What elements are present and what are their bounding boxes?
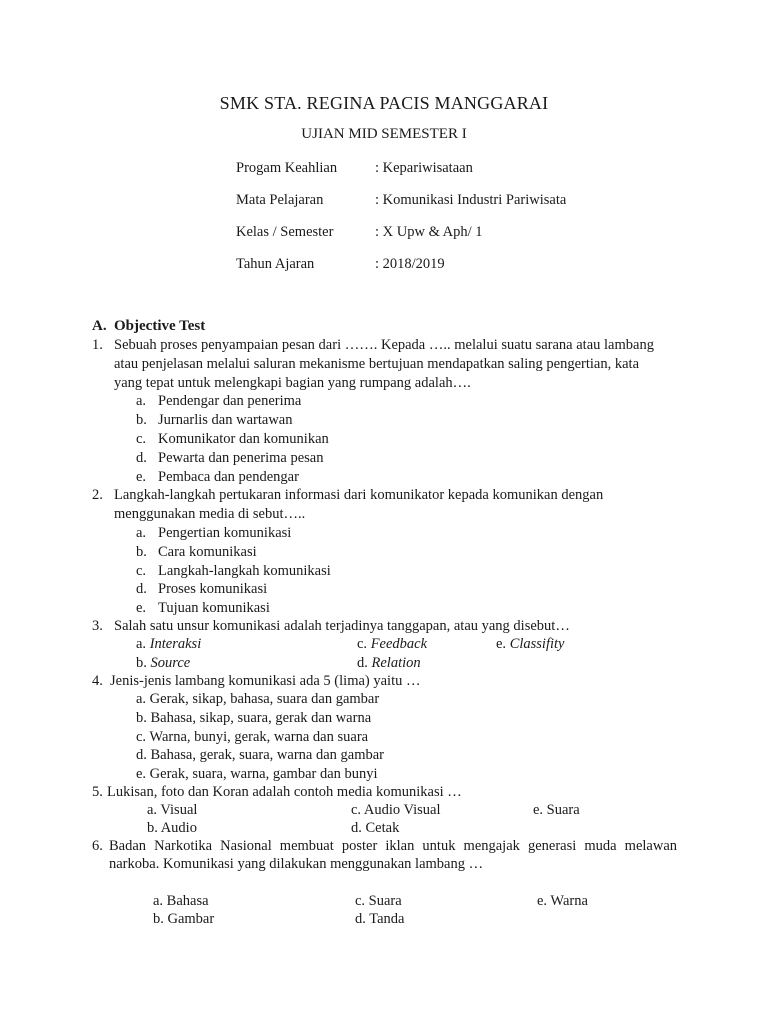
option-letter: c. [136,431,147,447]
option-item [496,636,564,653]
question-text-line: narkoba. Komunikasi yang dilakukan menggunakan lambang … [109,856,484,872]
option-letter: e. [136,469,147,485]
option-item: d. Tanda [355,911,405,927]
option-item: e. Gerak, suara, warna, gambar dan bunyi [136,766,378,782]
section-letter: A. [92,318,107,334]
option-letter: c. [357,636,368,652]
info-value-class: : X Upw & Aph/ 1 [375,224,483,240]
question-text-line: Badan Narkotika Nasional membuat poster iklan untuk mengajak generasi muda melawan [109,838,677,854]
option-item [136,600,270,617]
option-letter: b. [136,412,147,428]
option-item [136,469,299,486]
exam-title: UJIAN MID SEMESTER I [301,126,467,142]
option-item: c. Suara [355,893,402,909]
option-item [357,655,421,672]
section-title: Objective Test [114,318,206,334]
option-item [136,581,267,598]
question-text-line: yang tepat untuk melengkapi bagian yang rumpang adalah…. [114,375,471,391]
school-name: SMK STA. REGINA PACIS MANGGARAI [219,93,549,113]
option-text: Feedback [370,636,428,652]
option-item: b. Audio [147,820,197,836]
option-text: Source [150,655,191,671]
option-item: a. Bahasa [153,893,209,909]
question-text: Lukisan, foto dan Koran adalah contoh media komunikasi … [107,784,462,800]
option-item [136,412,292,429]
option-letter: e. [136,600,147,616]
option-item [136,563,331,580]
option-letter: d. [357,655,368,671]
option-letter: a. [136,525,147,541]
option-text: Classifity [509,636,565,652]
option-letter: d. [136,450,147,466]
option-item [136,636,201,653]
option-text: Langkah-langkah komunikasi [158,563,331,579]
option-letter: a. [136,393,147,409]
question-text: Jenis-jenis lambang komunikasi ada 5 (lima) yaitu … [110,673,421,689]
info-value-subject: : Komunikasi Industri Pariwisata [375,192,567,208]
info-label-program: Progam Keahlian [236,160,338,176]
option-item [136,525,291,542]
option-item: a. Gerak, sikap, bahasa, suara dan gambar [136,691,380,707]
option-letter: c. [136,563,147,579]
option-text: Proses komunikasi [158,581,268,597]
question-number: 2. [92,487,103,503]
question-text: Salah satu unsur komunikasi adalah terjadinya tanggapan, atau yang disebut… [114,618,570,634]
info-value-program: : Kepariwisataan [375,160,473,176]
option-text: Pembaca dan pendengar [158,469,299,485]
option-item: a. Visual [147,802,198,818]
option-item: e. Suara [533,802,580,818]
question-number: 6. [92,838,103,854]
option-item: b. Bahasa, sikap, suara, gerak dan warna [136,710,372,726]
option-text: Interaksi [149,636,202,652]
option-text: Komunikator dan komunikan [158,431,329,447]
option-item: d. Cetak [351,820,400,836]
option-letter: b. [136,544,147,560]
section-heading [92,318,205,335]
option-item: c. Audio Visual [351,802,441,818]
question-text-line: menggunakan media di sebut….. [114,506,306,522]
option-text: Tujuan komunikasi [158,600,270,616]
option-item: c. Warna, bunyi, gerak, warna dan suara [136,729,369,745]
option-text: Cara komunikasi [158,544,257,560]
question-number: 1. [92,337,103,353]
question-text-line: Langkah-langkah pertukaran informasi dari komunikator kepada komunikan dengan [114,487,604,503]
option-letter: b. [136,655,147,671]
option-letter: e. [496,636,507,652]
question-text-line: atau penjelasan melalui saluran mekanisme bertujuan mendapatkan saling pengertian, kata [114,356,640,372]
option-letter: d. [136,581,147,597]
question-number: 3. [92,618,103,634]
question-text-line: Sebuah proses penyampaian pesan dari ……. Kepada ….. melalui suatu sarana atau lambang [114,337,654,353]
option-letter: a. [136,636,147,652]
option-item [136,393,301,410]
option-item [136,431,329,448]
option-item [357,636,427,653]
question-number: 4. [92,673,103,689]
option-item: e. Warna [537,893,588,909]
info-label-subject: Mata Pelajaran [236,192,324,208]
option-text: Jurnarlis dan wartawan [158,412,293,428]
option-text: Pewarta dan penerima pesan [158,450,324,466]
option-text: Pengertian komunikasi [158,525,292,541]
option-item [136,544,257,561]
option-item [136,450,323,467]
option-text: Relation [371,655,421,671]
info-value-year: : 2018/2019 [375,256,445,272]
question-number: 5. [92,784,103,800]
info-label-year: Tahun Ajaran [236,256,315,272]
option-item: b. Gambar [153,911,215,927]
info-label-class: Kelas / Semester [236,224,334,240]
option-item [136,655,190,672]
option-text: Pendengar dan penerima [158,393,302,409]
option-item: d. Bahasa, gerak, suara, warna dan gambar [136,747,385,763]
